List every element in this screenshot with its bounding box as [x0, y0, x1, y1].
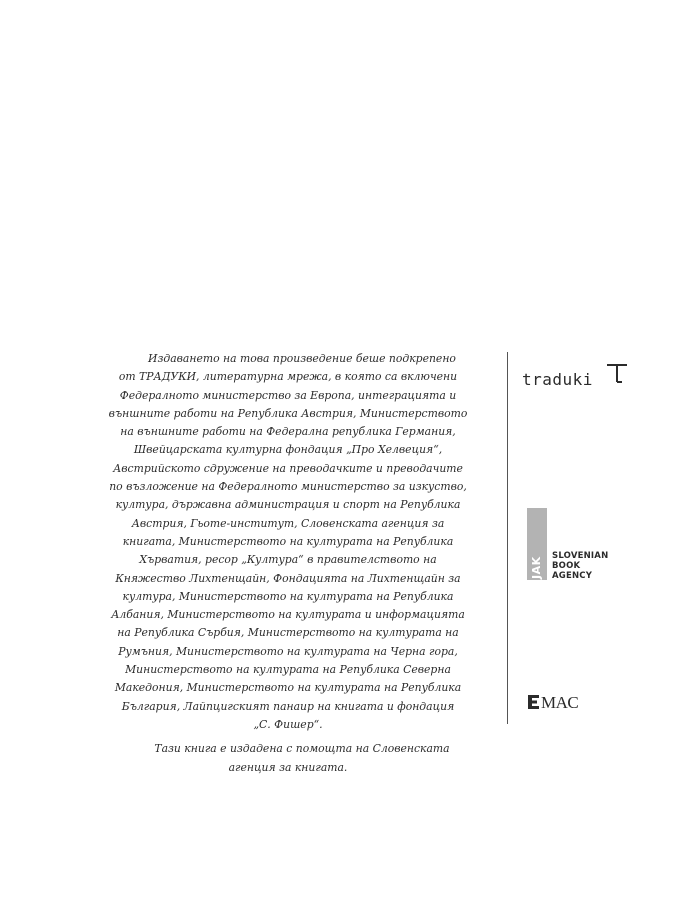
text-line: Княжество Лихтенщайн, Фондацията на Лихтенщайн за [115, 571, 461, 585]
text-line: на външните работи на Федерална република Германия, [120, 425, 456, 439]
text-line: Румъния, Министерството на културата на Черна гора, [118, 644, 458, 658]
text-line: Федералното министерство за Европа, интеграцията и [119, 388, 457, 402]
jak-line: AGENCY [552, 571, 593, 581]
traduki-wordmark: traduki [522, 370, 593, 389]
emac-e-icon [528, 695, 542, 709]
vertical-divider [507, 352, 508, 724]
emac-wordmark: MAC [541, 693, 579, 712]
jak-badge [527, 508, 547, 580]
text-line: Министерството на културата на Република Северна [125, 663, 451, 677]
text-line: „С. Фишер“. [253, 717, 323, 731]
text-line: Тази книга е издадена с помощта на Словенската [154, 742, 450, 756]
text-line: Издаването на това произведение беше подкрепено [148, 352, 456, 365]
text-line: Швейцарската културна фондация „Про Хелвеция“, [133, 443, 443, 457]
text-line: Австрия, Гьоте-институт, Словенската агенция за [131, 516, 445, 530]
traduki-logo [522, 362, 632, 392]
text-line: Австрийското сдружение на преводачките и преводачите [113, 461, 463, 475]
text-line: Албания, Министерството на културата и информацията [111, 608, 465, 622]
text-line: по възложение на Федералното министерство за изкуство, [109, 480, 467, 494]
sponsorship-text [102, 350, 474, 777]
jak-line: SLOVENIAN [552, 551, 609, 561]
jak-line: BOOK [552, 561, 581, 571]
text-line: от ТРАДУКИ, литературна мрежа, в която са включени [118, 370, 458, 384]
paragraph-agency [102, 740, 474, 777]
text-line: Македония, Министерството на културата на Република [114, 681, 462, 695]
traduki-t-icon [605, 362, 629, 386]
text-line: книгата, Министерството на културата на Република [122, 534, 454, 548]
slovenian-book-agency-logo [527, 508, 637, 580]
paragraph-sponsors [102, 350, 474, 734]
emac-logo [528, 693, 608, 715]
text-line: Хърватия, ресор „Култура“ в правителството на [139, 553, 437, 567]
text-line: външните работи на Република Австрия, Министерството [108, 406, 468, 420]
text-line: култура, Министерството на културата на Република [122, 589, 454, 603]
text-line: култура, държавна администрация и спорт на Република [115, 498, 461, 512]
jak-wordmark [552, 551, 608, 581]
text-line: агенция за книгата. [228, 760, 348, 774]
text-line: България, Лайпцигският панаир на книгата и фондация [121, 699, 455, 713]
text-line: на Република Сърбия, Министерството на културата на [117, 626, 459, 640]
jak-badge-text: JAK [530, 556, 543, 579]
